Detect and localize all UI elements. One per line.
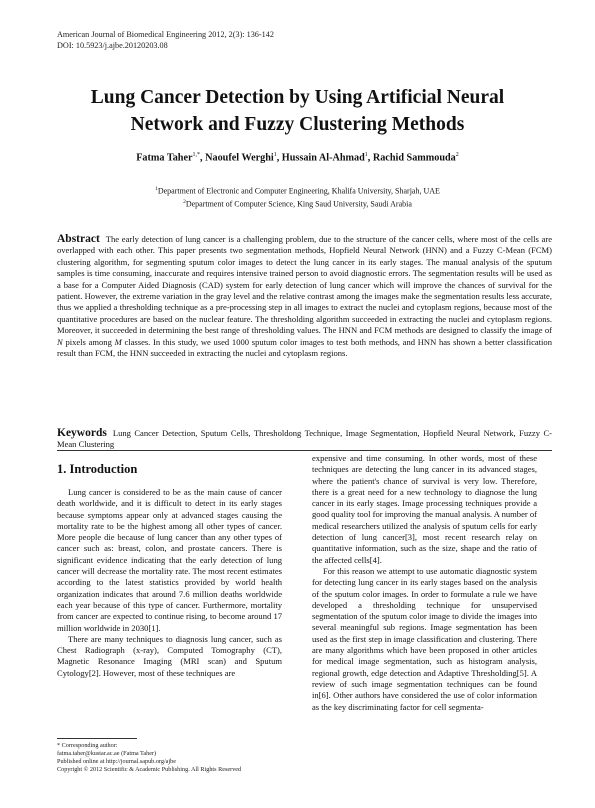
abstract-variable-m: M <box>114 336 122 347</box>
author-name: Hussain Al-Ahmad <box>281 152 365 164</box>
abstract-variable-n: N <box>57 336 63 347</box>
abstract-text: The early detection of lung cancer is a challenging problem, due to the structure of the cancer cells, where most of the cells are overlapped with each other. This paper presents two segmentation methods, Hopfield Neural Network (HNN) and a Fuzzy C-Mean (FCM) clustering algorithm, for segmenting sputum color images to detect the lung cancer in its early stages. The manual analysis of the sputum samples is time consuming, inaccurate and requires intensive trained person to avoid diagnostic errors. The segmentation results will be used as a base for a Computer Aided Diagnosis (CAD) system for early detection of lung cancer which will improve the chances of survival for the patient. However, the extreme variation in the gray level and the relative contrast among the images make the segmentation results less accurate, thus we applied a thresholding technique as a pre-processing step in all images to extract the nuclei and cytoplasm regions, because most of the quantitative procedures are based on the nuclear feature. The thresholding algorithm succeeded in extracting the nuclei and cytoplasm regions. Moreover, it succeeded in determining the best range of thresholding values. The HNN and FCM methods are designed to classify the image of <box>57 234 552 336</box>
affiliation-2 <box>40 197 555 210</box>
corresponding-author: * Corresponding author: <box>57 742 118 749</box>
title-line-1: Lung Cancer Detection by Using Artificial Neural <box>90 87 505 108</box>
abstract-text: pixels among <box>65 336 112 347</box>
keywords-label: Keywords <box>57 427 107 439</box>
abstract <box>57 234 552 359</box>
keywords-text: Lung Cancer Detection, Sputum Cells, Thresholdong Technique, Image Segmentation, Hopfield Neural Network, Fuzzy C-Mean Clustering <box>57 428 552 450</box>
author-email: fatma.taher@kustar.ac.ae (Fatma Taher) <box>57 750 157 757</box>
author-name: Rachid Sammouda <box>372 152 456 164</box>
affiliations <box>40 184 555 210</box>
copyright: Copyright © 2012 Scientific & Academic Publishing. All Rights Reserved <box>57 766 242 773</box>
paragraph: For this reason we attempt to use automatic diagnostic system for detecting lung cancer in its early stages based on the analysis of the sputum color images. In order to formulate a rule we have developed a thresholding technique for unsupervised segmentation of the sputum color image to divide the images into several meaningful sub regions. Image segmentation has been used as the first step in image classification and clustering. There are many algorithms which have been proposed in other articles for medical image segmentation, such as histogram analysis, regional growth, edge detection and Adaptive Thresholding[5]. A review of such image segmentation techniques can be found in[6]. Other authors have considered the use of color information as the key discriminating factor for cell segmenta- <box>312 565 537 712</box>
author-separator: , <box>200 152 206 164</box>
author-separator: , <box>276 152 282 164</box>
published-online: Published online at http://journal.sapub.org/ajbe <box>57 758 176 765</box>
footnote <box>57 742 241 774</box>
affiliation-sup: 2 <box>183 199 186 206</box>
footnote-divider <box>57 738 137 739</box>
author-affil-sup: 1 <box>364 152 368 158</box>
right-column <box>312 453 537 713</box>
paper-title <box>40 84 555 138</box>
author-separator: , <box>367 152 373 164</box>
author-affil-sup: 2 <box>455 152 459 158</box>
journal-header <box>57 30 274 51</box>
affiliation-sup: 1 <box>155 186 158 192</box>
journal-citation: American Journal of Biomedical Engineering 2012, 2(3): 136-142 <box>57 30 274 39</box>
title-line-2: Network and Fuzzy Clustering Methods <box>130 114 465 135</box>
author-affil-sup: 1 <box>273 152 277 158</box>
section-heading: 1. Introduction <box>57 462 138 476</box>
left-column <box>57 487 282 679</box>
paragraph: expensive and time consuming. In other words, most of these techniques are detecting the lung cancer in its advanced stages, where the patient's chance of survival is very low. Therefore, there is a great need for a new technology to diagnose the lung cancer in its early stages. Image processing techniques provide a good quality tool for improving the manual analysis. A number of medical researchers utilized the analysis of sputum cells for early detection of lung cancer[3], most recent research relay on quantitative information, such as the size, shape and the ratio of the affected cells[4]. <box>312 453 537 565</box>
section-divider <box>57 450 552 451</box>
abstract-label: Abstract <box>57 233 100 245</box>
affiliation-1 <box>40 184 555 197</box>
author-name: Naoufel Werghi <box>205 152 274 164</box>
affiliation-text: Department of Electronic and Computer Engineering, Khalifa University, Sharjah, UAE <box>157 186 440 196</box>
paragraph: Lung cancer is considered to be as the main cause of cancer death worldwide, and it is difficult to detect in its early stages because symptoms appear only at advanced stages causing the mortality rate to be the highest among all other types of cancer. More people die because of lung cancer than any other types of cancer such as: breast, colon, and prostate cancers. There is significant evidence indicating that the early detection of lung cancer will decrease the mortality rate. The most recent estimates according to the latest statistics provided by world health organization indicates that around 7.6 million deaths worldwide each year because of this type of cancer. Furthermore, mortality from cancer are expected to continue rising, to become around 17 million worldwide in 2030[1]. <box>57 487 282 633</box>
author-list <box>40 152 555 163</box>
paragraph: There are many techniques to diagnosis lung cancer, such as Chest Radiograph (x-ray), Computed Tomography (CT), Magnetic Resonance Imaging (MRI scan) and Sputum Cytology[2]. However, most of these techniques are <box>57 633 282 678</box>
author-affil-sup: 1,* <box>192 152 201 158</box>
abstract-text: classes. In this study, we used 1000 sputum color images to test both methods, and HNN has shown a better classification result than FCM, the HNN succeeded in extracting the nuclei and cytoplasm regions. <box>57 336 552 359</box>
author-name: Fatma Taher <box>136 152 193 164</box>
keywords <box>57 428 552 451</box>
doi: DOI: 10.5923/j.ajbe.20120203.08 <box>57 40 168 50</box>
affiliation-text: Department of Computer Science, King Saud University, Saudi Arabia <box>185 199 412 209</box>
